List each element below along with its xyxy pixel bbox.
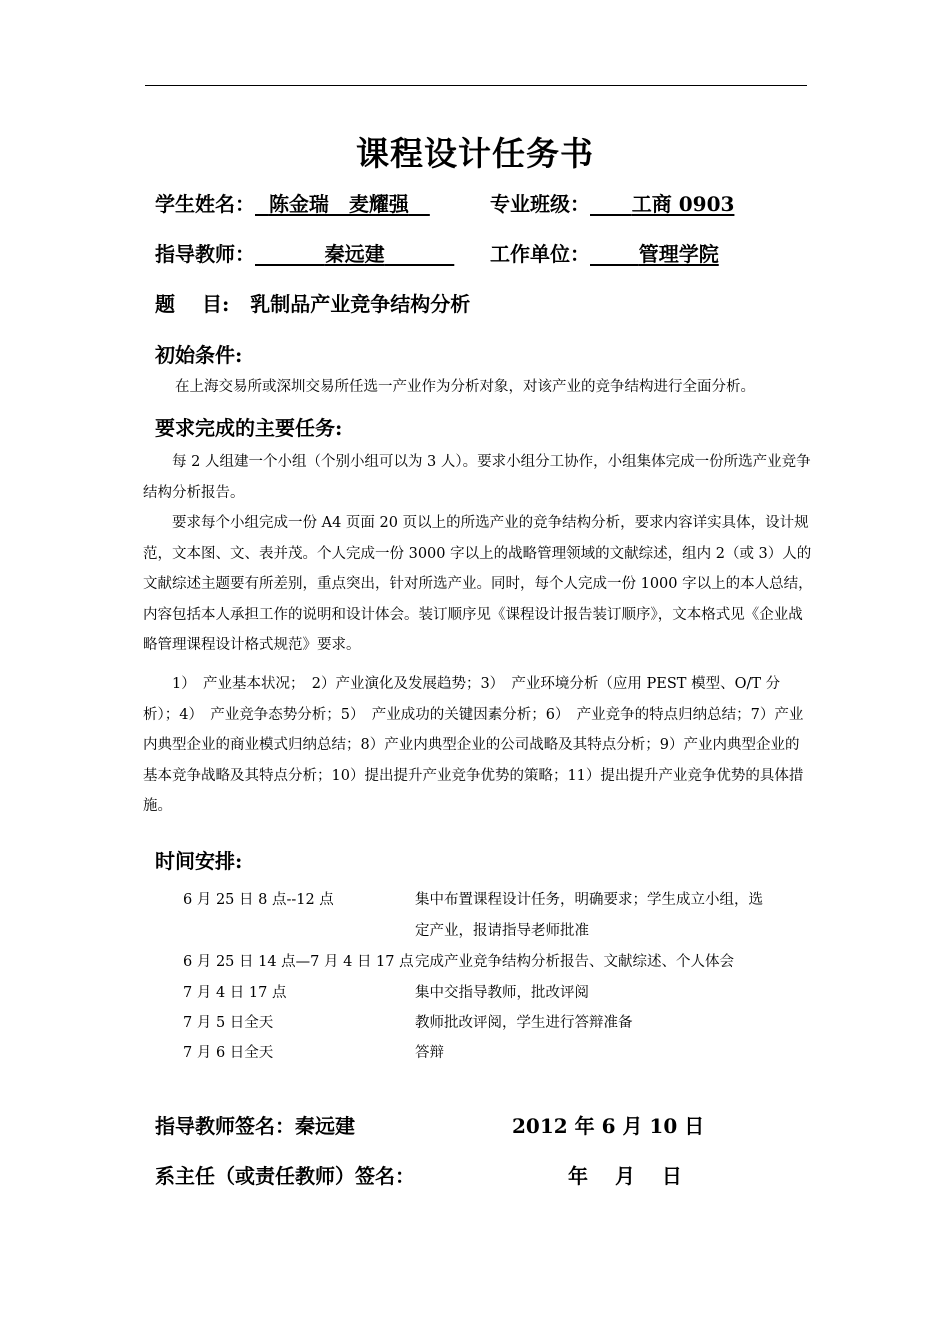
student-name-row [155, 188, 430, 217]
topic-value: 乳制品产业竞争结构分析 [250, 292, 471, 316]
schedule-date: 7 月 5 日全天 [183, 1015, 274, 1031]
unit-row [490, 238, 719, 267]
page-title: 课程设计任务书 [356, 134, 594, 173]
schedule-desc: 集中布置课程设计任务，明确要求；学生成立小组，选 [415, 892, 763, 908]
student-name-label: 学生姓名： [155, 192, 255, 216]
class-row [490, 188, 734, 217]
class-label: 专业班级： [490, 192, 590, 216]
task-paragraph-3: 1） 产业基本状况； 2）产业演化及发展趋势；3） 产业环境分析（应用 PEST 模型、O/T 分析）；4） 产业竞争态势分析；5） 产业成功的关键因素分析；6） 产业竞争的特点归纳总结；7）产业内典型企业的商业模式归纳总结；8）产业内典型企业的公司战略及其特点分析；9）产业内典型企业的基本竞争战略及其特点分析；10）提出提升产业竞争优势的策略；11）提出提升产业竞争优势的具体措施。 [143, 676, 804, 814]
student-name-value: 陈金瑞 麦耀强 [268, 192, 409, 216]
header-rule [145, 85, 807, 86]
advisor-signature: 指导教师签名：秦远建 [155, 1114, 355, 1138]
advisor-row [155, 238, 454, 267]
schedule-desc: 完成产业竞争结构分析报告、文献综述、个人体会 [415, 954, 734, 970]
schedule-desc: 答辩 [415, 1045, 444, 1061]
advisor-value: 秦远建 [324, 242, 385, 266]
topic-row [155, 288, 470, 317]
advisor-signature-date: 2012 年 6 月 10 日 [512, 1114, 705, 1138]
class-value: 工商 0903 [631, 192, 735, 216]
schedule-date: 6 月 25 日 14 点—7 月 4 日 17 点 [183, 954, 414, 970]
unit-value: 管理学院 [638, 242, 719, 266]
main-tasks-heading: 要求完成的主要任务: [155, 416, 343, 440]
dept-head-signature-date: 年 月 日 [568, 1164, 682, 1188]
schedule-desc: 教师批改评阅，学生进行答辩准备 [415, 1015, 633, 1031]
schedule-desc: 定产业，报请指导老师批准 [415, 923, 589, 939]
topic-label: 题 目: [155, 292, 230, 316]
schedule-desc: 集中交指导教师，批改评阅 [415, 985, 589, 1001]
unit-label: 工作单位： [490, 242, 590, 266]
task-paragraph-1: 每 2 人组建一个小组（个别小组可以为 3 人）。要求小组分工协作，小组集体完成一份所选产业竞争结构分析报告。 [143, 454, 811, 501]
initial-conditions-text: 在上海交易所或深圳交易所任选一产业作为分析对象，对该产业的竞争结构进行全面分析。 [175, 379, 755, 395]
schedule-heading: 时间安排: [155, 849, 243, 873]
dept-head-signature: 系主任（或责任教师）签名： [155, 1164, 415, 1188]
schedule-date: 7 月 6 日全天 [183, 1045, 274, 1061]
advisor-label: 指导教师： [155, 242, 255, 266]
schedule-date: 6 月 25 日 8 点--12 点 [183, 892, 334, 908]
initial-conditions-heading: 初始条件: [155, 343, 243, 367]
task-paragraph-2: 要求每个小组完成一份 A4 页面 20 页以上的所选产业的竞争结构分析，要求内容详实具体，设计规范，文本图、文、表并茂。个人完成一份 3000 字以上的战略管理领域的文献综述，组内 2（或 3）人的文献综述主题要有所差别，重点突出，针对所选产业。同时，每个人完成一份 1000 字以上的本人总结，内容包括本人承担工作的说明和设计体会。装订顺序见《课程设计报告装订顺序》，文本格式见《企业战略管理课程设计格式规范》要求。 [143, 515, 813, 653]
schedule-date: 7 月 4 日 17 点 [183, 985, 287, 1001]
